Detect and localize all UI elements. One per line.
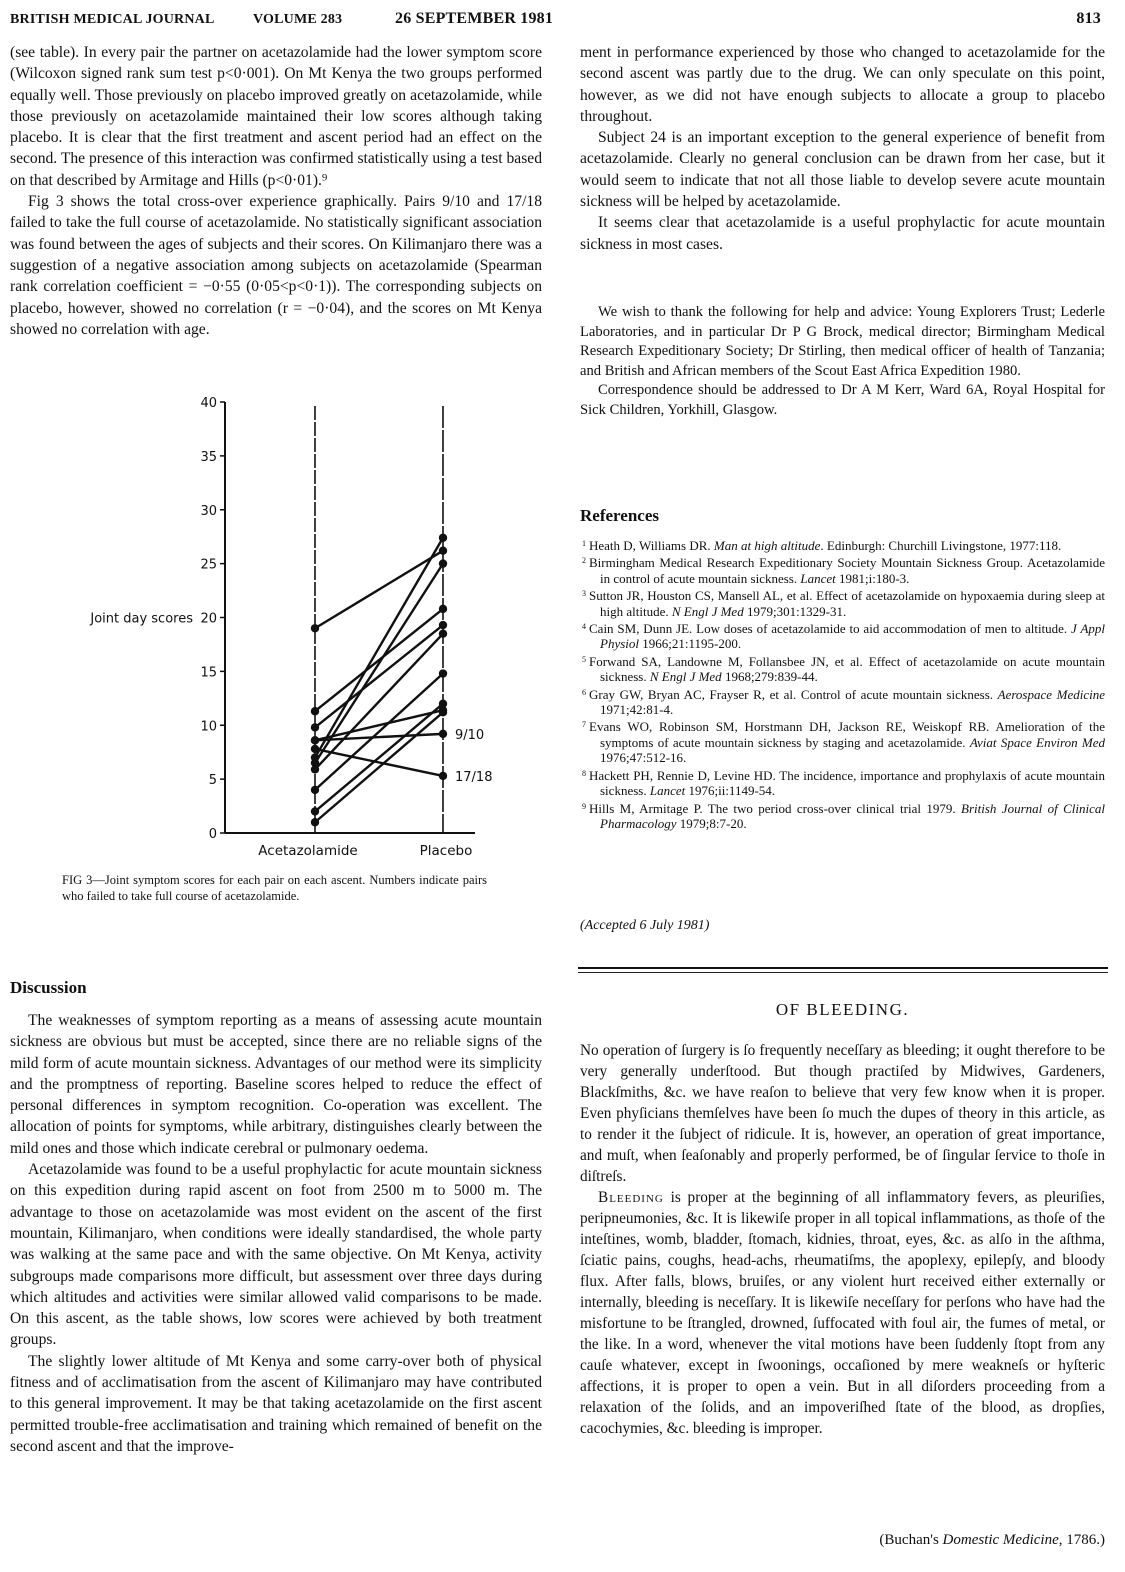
pair-line <box>315 609 443 711</box>
acetazolamide-point <box>311 723 319 731</box>
placebo-point <box>439 708 447 716</box>
paragraph: Fig 3 shows the total cross-over experience graphically. Pairs 9/10 and 17/18 failed to take the full course of acetazolamide. No statistically significant association was found between the ages of subjects and their scores. On Kilimanjaro there was a suggestion of a negative association among subjects on acetazolamide (Spearman rank correlation coefficient = −0·55 (0·05<p<0·1)). The corresponding subjects on placebo, however, showed no correlation (r = −0·04), and the scores on Mt Kenya showed no correlation with age. <box>10 193 542 338</box>
reference-citation: 1981;i:180-3. <box>835 570 910 586</box>
placebo-point <box>439 621 447 629</box>
placebo-point <box>439 669 447 677</box>
discussion-heading: Discussion <box>10 978 87 997</box>
paragraph: ment in performance experienced by those who changed to acetazolamide for the second ascent was partly due to the drug. We can only speculate on this point, however, as we did not have enough subjects to allocate a group to placebo throughout. <box>580 44 1105 125</box>
pair-annotation-label: 17/18 <box>455 769 493 785</box>
placebo-point <box>439 700 447 708</box>
reference-citation: 1979;301:1329-31. <box>743 603 847 619</box>
discussion-body <box>10 1010 542 1457</box>
figure-3-chart <box>60 390 520 860</box>
placebo-point <box>439 730 447 738</box>
y-tick-label: 35 <box>200 449 217 465</box>
figure-caption <box>62 873 487 904</box>
acknowledgments <box>580 303 1105 421</box>
paragraph: Acetazolamide was found to be a useful prophylactic for acute mountain sickness on this expedition during rapid ascent on foot from 2500 m to 5000 m. The advantage to those on acetazolamide was most evident on the ascent of the first mountain, Kilimanjaro, when conditions were ideally standardised, the whole party was walking at the same pace and with the same objective. On Mt Kenya, activity subgroups made comparisons more difficult, but assessment over three days during which altitudes and activities were similar allowed valid comparisons to be made. On this ascent, as the table shows, low scores were achieved by both treatment groups. <box>10 1161 542 1349</box>
paragraph-text: is proper at the beginning of all inflammatory fevers, as pleuriſies, peripneumonies, &c. It is likewiſe proper in all topical inflammations, as thoſe of the inteſtines, womb, bladder, ſtomach, kidnies, throat, eyes, &c. as alſo in the aſthma, ſciatic pains, coughs, head-achs, rheumatiſms, the apoplexy, epilepſy, and bloody flux. After falls, blows, bruiſes, or any violent hurt received either externally or internally, bleeding is neceſſary. It is likewiſe neceſſary for perſons who have had the misfortune to be ſtrangled, drowned, ſuffocated with foul air, the fumes of metal, or the like. In a word, whenever the vital motions have been ſuddenly ſtopt from any cauſe whatever, except in ſwoonings, occaſioned by mere weakneſs or hyſteric affections, it is proper to open a vein. But in all diſorders proceeding from a relaxation of the ſolids, and an impoveriſhed ſtate of the blood, as dropſies, cacochymies, &c. bleeding is improper. <box>580 1189 1105 1437</box>
paragraph: Subject 24 is an important exception to the general experience of benefit from acetazolamide. Clearly no general conclusion can be drawn from her case, but it would seem to indicate that not all those liable to develop severe acute mountain sickness will be helped by acetazolamide. <box>580 129 1105 211</box>
y-tick-label: 25 <box>200 557 217 573</box>
running-header <box>10 8 1115 32</box>
reference-number: 5 <box>582 654 586 664</box>
figure-label: FIG 3 <box>62 873 93 887</box>
attribution-title: Domestic Medicine <box>942 1532 1059 1548</box>
reference-number: 4 <box>582 622 586 632</box>
pair-line <box>315 712 443 822</box>
reference-journal: Lancet <box>800 570 836 586</box>
reference-citation: 1971;42:81-4. <box>600 702 674 718</box>
pair-line <box>315 551 443 629</box>
left-column-intro <box>10 42 542 340</box>
reference-citation: 1976;ii:1149-54. <box>685 783 776 799</box>
reference-text: Cain SM, Dunn JE. Low doses of acetazolamide to aid accommodation of men to altitude. <box>589 621 1072 637</box>
figure-caption-text: —Joint symptom scores for each pair on each ascent. Numbers indicate pairs who failed to take full course of acetazolamide. <box>62 873 487 903</box>
reference-item <box>582 553 1105 586</box>
reference-citation: 1979;8:7-20. <box>676 815 747 831</box>
x-category-label: Acetazolamide <box>258 843 358 859</box>
bleeding-lead-word: Bleeding <box>598 1189 664 1206</box>
journal-volume: VOLUME 283 <box>253 12 343 27</box>
reference-text: Evans WO, Robinson SM, Horstmann DH, Jackson RE, Weiskopf RB. Amelioration of the symptoms of acute mountain sickness by staging and acetazolamide. <box>589 719 1105 750</box>
reference-number: 3 <box>582 589 586 599</box>
reference-journal: Aviat Space Environ Med <box>969 734 1105 750</box>
acetazolamide-point <box>311 765 319 773</box>
reference-text: Birmingham Medical Research Expeditionary Society Mountain Sickness Group. Acetazolamide in control of acute mountain sickness. <box>589 555 1105 586</box>
y-tick-label: 20 <box>200 611 217 627</box>
reference-text: Forwand SA, Landowne M, Follansbee JN, et al. Effect of acetazolamide on acute mountain sickness. <box>589 653 1105 685</box>
paragraph: (see table). In every pair the partner on acetazolamide had the lower symptom score (Wilcoxon signed rank sum test p<0·001). On Mt Kenya the two groups performed equally well. Those previously on placebo improved greatly on acetazolamide, while those previously on acetazolamide maintained their low scores although taking placebo. It is clear that the first treatment and ascent period had an effect on the second. The presence of this interaction was confirmed statistically using a test based on that described by Armitage and Hills (p<0·01).⁹ <box>10 44 542 189</box>
reference-item <box>582 799 1105 832</box>
reference-item <box>582 652 1105 685</box>
reference-journal: N Engl J Med <box>671 603 744 619</box>
section-divider <box>578 967 1108 969</box>
reference-number: 9 <box>582 801 586 811</box>
chart-labels <box>89 396 492 859</box>
reference-text: Heath D, Williams DR. <box>589 538 714 553</box>
placebo-point <box>439 772 447 780</box>
chart-points <box>311 534 447 827</box>
bleeding-body <box>580 1040 1105 1439</box>
paragraph: The weaknesses of symptom reporting as a means of assessing acute mountain sickness are obvious but must be accepted, since there are no reliable signs of the mild form of acute mountain sickness. Advantages of our method were its simplicity and the promptness of reporting. Baseline scores helped to reduce the effect of personal differences in symptom recognition. Co-operation was excellent. The allocation of points for symptoms, while arbitrary, distinguishes clearly between the mild ones and those which indicate cerebral or pulmonary oedema. <box>10 1012 542 1157</box>
references-heading: References <box>580 506 659 525</box>
reference-text: Hills M, Armitage P. The two period cross-over clinical trial 1979. <box>589 800 962 816</box>
reference-journal: Aerospace Medicine <box>997 686 1105 702</box>
acetazolamide-point <box>311 624 319 632</box>
placebo-point <box>439 605 447 613</box>
journal-name: BRITISH MEDICAL JOURNAL <box>10 12 215 27</box>
placebo-point <box>439 629 447 637</box>
reference-citation: . Edinburgh: Churchill Livingstone, 1977:118. <box>820 538 1062 553</box>
reference-number: 7 <box>582 720 586 730</box>
y-tick-label: 40 <box>200 396 217 411</box>
accepted-date: (Accepted 6 July 1981) <box>580 918 710 933</box>
acetazolamide-point <box>311 736 319 744</box>
page-number: 813 <box>1076 10 1101 27</box>
references-list <box>582 536 1105 831</box>
reference-citation: 1968;279:839-44. <box>721 669 818 685</box>
section-divider <box>578 972 1108 973</box>
right-column-body <box>580 42 1105 255</box>
reference-journal: N Engl J Med <box>649 669 722 685</box>
acknowledgment-text: We wish to thank the following for help and advice: Young Explorers Trust; Lederle Laboratories, and in particular Dr P G Brock, medical director; Birmingham Medical Research Expeditionary Society; Dr Stirling, then medical officer of health of Tanzania; and British and African members of the Scout East Africa Expedition 1980. <box>580 304 1105 379</box>
acetazolamide-point <box>311 818 319 826</box>
attribution <box>580 1532 1105 1549</box>
reference-journal: Lancet <box>649 783 686 799</box>
attribution-suffix: , 1786.) <box>1058 1532 1105 1548</box>
reference-text: Gray GW, Bryan AC, Frayser R, et al. Control of acute mountain sickness. <box>589 686 998 702</box>
pair-line <box>315 634 443 770</box>
y-tick-label: 5 <box>208 773 217 789</box>
reference-journal: British Journal of Clinical Pharmacology <box>600 800 1106 831</box>
pair-annotation-label: 9/10 <box>455 727 485 743</box>
paragraph: It seems clear that acetazolamide is a useful prophylactic for acute mountain sickness in most cases. <box>580 214 1105 253</box>
y-tick-label: 30 <box>200 503 217 519</box>
placebo-point <box>439 559 447 567</box>
reference-item <box>582 685 1105 718</box>
reference-item <box>582 619 1105 652</box>
acetazolamide-point <box>311 707 319 715</box>
reference-citation: 1976;47:512-16. <box>600 750 687 766</box>
reference-item <box>582 766 1105 799</box>
reference-text: Hackett PH, Rennie D, Levine HD. The incidence, importance and prophylaxis of acute mountain sickness. <box>589 767 1105 799</box>
reference-number: 6 <box>582 687 586 697</box>
x-category-label: Placebo <box>419 843 473 859</box>
reference-journal: J Appl Physiol <box>600 621 1105 652</box>
chart-lines <box>315 538 443 822</box>
placebo-point <box>439 546 447 554</box>
reference-text: Sutton JR, Houston CS, Mansell AL, et al. Effect of acetazolamide on hypoxaemia during sleep at high altitude. <box>589 588 1105 619</box>
bleeding-title: OF BLEEDING. <box>775 1000 910 1019</box>
reference-journal: Man at high altitude <box>713 538 821 553</box>
issue-date: 26 SEPTEMBER 1981 <box>395 10 554 27</box>
placebo-point <box>439 534 447 542</box>
paragraph <box>580 1187 1105 1439</box>
paragraph: The slightly lower altitude of Mt Kenya and some carry-over both of physical fitness and of acclimatisation from the ascent of Kilimanjaro may have contributed to this general improvement. It may be that taking acetazolamide on the first ascent permitted trouble-free acclimatisation and training which remained of benefit on the second ascent and that the improve- <box>10 1352 542 1455</box>
pair-line <box>315 625 443 727</box>
acetazolamide-point <box>311 807 319 815</box>
reference-citation: 1966;21:1195-200. <box>639 636 742 652</box>
y-axis-label: Joint day scores <box>90 611 193 627</box>
chart-axes <box>220 402 475 833</box>
reference-item <box>582 717 1105 765</box>
y-tick-label: 10 <box>200 719 217 735</box>
y-tick-label: 15 <box>200 665 217 681</box>
reference-number: 8 <box>582 768 586 778</box>
attribution-prefix: (Buchan's <box>879 1532 943 1548</box>
acetazolamide-point <box>311 786 319 794</box>
reference-item <box>582 536 1105 553</box>
y-tick-label: 0 <box>208 827 217 842</box>
correspondence-text: Correspondence should be addressed to Dr A M Kerr, Ward 6A, Royal Hospital for Sick Children, Yorkhill, Glasgow. <box>580 382 1105 418</box>
acetazolamide-point <box>311 745 319 753</box>
reference-number: 1 <box>582 539 586 548</box>
reference-number: 2 <box>582 556 586 566</box>
paragraph: No operation of ſurgery is ſo frequently neceſſary as bleeding; it ought therefore to be very generally underſtood. But though practiſed by Midwives, Gardeners, Blackſmiths, &c. we have reaſon to believe that very few know when it is proper. Even phyſicians themſelves have been ſo much the dupes of theory in this article, as to render it the ſubject of ridicule. It is, however, an operation of great importance, and muſt, when ſeaſonably and properly performed, be of ſingular ſervice to thoſe in diſtreſs. <box>580 1042 1105 1185</box>
pair-line <box>315 704 443 812</box>
reference-item <box>582 586 1105 619</box>
